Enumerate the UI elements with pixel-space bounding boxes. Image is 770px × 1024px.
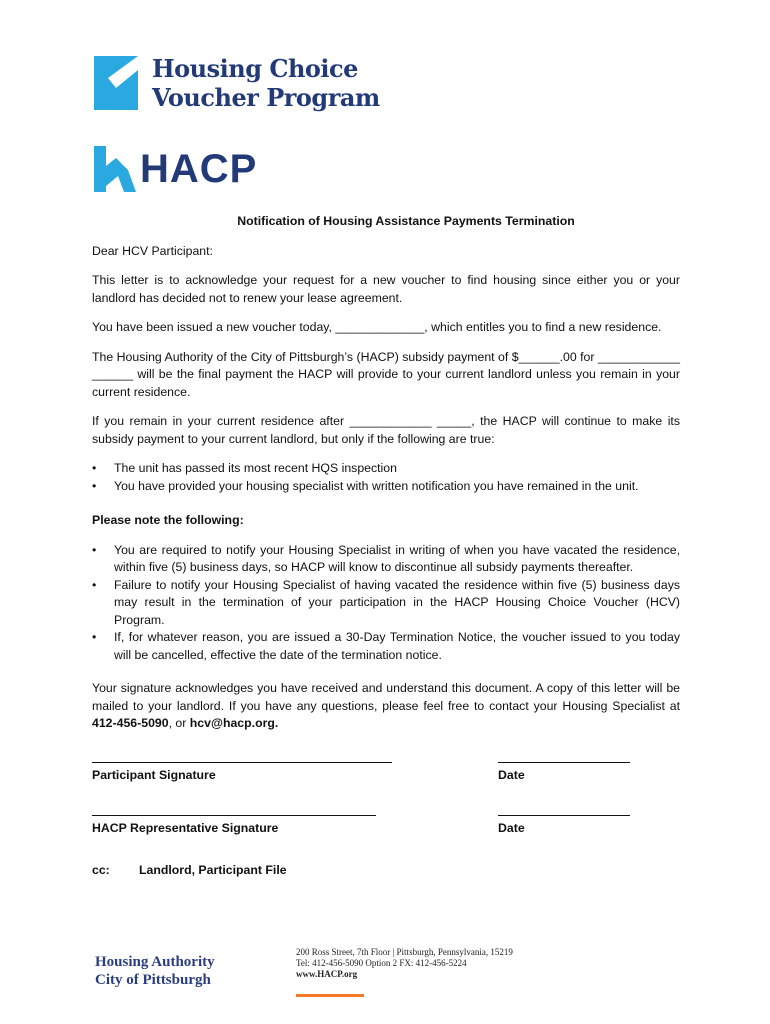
hacp-signature-row bbox=[92, 806, 680, 838]
signature-label: Participant Signature bbox=[92, 767, 216, 782]
letter-body bbox=[92, 213, 680, 879]
letter-title: Notification of Housing Assistance Payments Termination bbox=[237, 214, 575, 228]
separator: , or bbox=[168, 716, 190, 730]
date-label: Date bbox=[498, 821, 525, 835]
notes-list bbox=[92, 542, 680, 665]
signature-line[interactable] bbox=[92, 753, 392, 763]
cc-value: Landlord, Participant File bbox=[139, 862, 287, 877]
paragraph: If you remain in your current residence after ____________ _____, the HACP will continue to make its subsidy payment to your current landlord, but only if the following are true: bbox=[92, 414, 680, 446]
paragraph: This letter is to acknowledge your request for a new voucher to find housing since either you or your landlord has decided not to renew your lease agreement. bbox=[92, 273, 680, 305]
list-item: • If, for whatever reason, you are issued a 30-Day Termination Notice, the voucher issued to you today will be cancelled, effective the date of the termination notice. bbox=[92, 629, 680, 664]
list-item: • You are required to notify your Housing Specialist in writing of when you have vacated the residence, within five (5) business days, so HACP will know to discontinue all subsidy payments thereafter. bbox=[92, 542, 680, 577]
phone: 412-456-5090 bbox=[92, 716, 169, 730]
hacp-mark-icon bbox=[94, 146, 136, 192]
org-name: City of Pittsburgh bbox=[95, 972, 211, 988]
checkmark-logo-icon bbox=[94, 56, 138, 110]
address: 200 Ross Street, 7th Floor | Pittsburgh, Pennsylvania, 15219 bbox=[296, 947, 513, 957]
date-line[interactable] bbox=[498, 806, 630, 816]
date-label: Date bbox=[498, 767, 525, 782]
closing-paragraph bbox=[92, 680, 680, 733]
list-item: • The unit has passed its most recent HQS inspection bbox=[92, 460, 680, 478]
email: hcv@hacp.org. bbox=[189, 716, 279, 730]
participant-signature-row bbox=[92, 753, 680, 785]
cc-line bbox=[92, 862, 680, 880]
phone-fax: Tel: 412-456-5090 Option 2 FX: 412-456-5224 bbox=[296, 958, 467, 968]
signature-line[interactable] bbox=[92, 806, 376, 816]
salutation: Dear HCV Participant: bbox=[92, 243, 213, 258]
date-line[interactable] bbox=[498, 753, 630, 763]
paragraph: You have been issued a new voucher today, _____________, which entitles you to find a new residence. bbox=[92, 320, 662, 334]
footer-org bbox=[95, 953, 215, 989]
signature-label: HACP Representative Signature bbox=[92, 821, 279, 835]
note-heading: Please note the following: bbox=[92, 513, 244, 527]
hacp-logo bbox=[94, 146, 257, 192]
conditions-list bbox=[92, 460, 680, 495]
list-item: • You have provided your housing specialist with written notification you have remained in the unit. bbox=[92, 478, 680, 496]
logo-text: Voucher Program bbox=[152, 83, 380, 112]
org-name: Housing Authority bbox=[95, 954, 215, 970]
closing-text: Your signature acknowledges you have received and understand this document. A copy of this letter will be mailed to your landlord. If you have any questions, please feel free to contact your Housing Specialist at bbox=[92, 681, 680, 713]
footer-contact bbox=[296, 947, 513, 980]
list-item: • Failure to notify your Housing Specialist of having vacated the residence within five (5) business days may result in the termination of your participation in the HACP Housing Choice Voucher (HCV) Program. bbox=[92, 577, 680, 630]
paragraph: The Housing Authority of the City of Pittsburgh’s (HACP) subsidy payment of $______.00 for ____________ ______ will be the final payment the HACP will provide to your current landlord unless you remain in your current residence. bbox=[92, 349, 680, 399]
website-link[interactable]: www.HACP.org bbox=[296, 969, 358, 979]
logo-text: Housing Choice bbox=[152, 54, 358, 83]
hcv-logo bbox=[94, 54, 380, 112]
footer-accent-bar bbox=[296, 994, 364, 997]
logo-text: HACP bbox=[140, 146, 258, 191]
cc-label: cc: bbox=[92, 862, 110, 877]
